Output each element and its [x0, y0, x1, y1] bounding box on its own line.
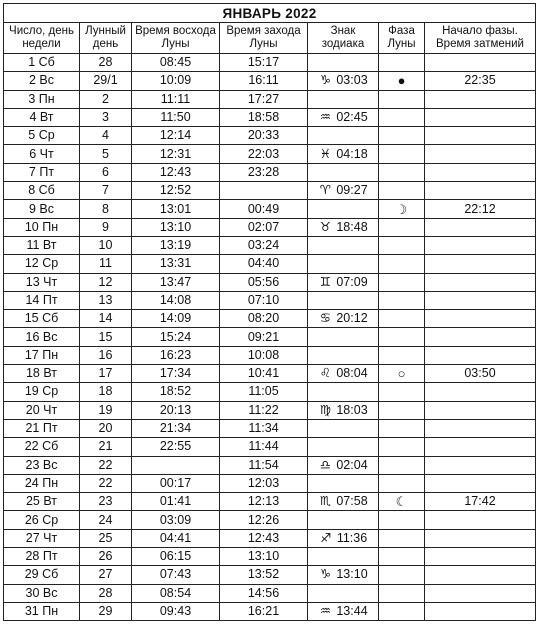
moon-phase-icon [379, 310, 425, 328]
moon-phase-icon [379, 401, 425, 419]
lunar-day-cell: 14 [80, 310, 132, 328]
moon-phase-icon: ☽ [379, 200, 425, 218]
zodiac-sign-icon: ♓ [319, 146, 331, 161]
table-row [4, 438, 536, 456]
moon-phase-icon [379, 511, 425, 529]
moonrise-cell: 07:43 [132, 566, 220, 584]
moonrise-cell: 03:09 [132, 511, 220, 529]
lunar-day-cell: 21 [80, 438, 132, 456]
moonset-cell: 15:17 [220, 54, 308, 72]
phase-start-cell [425, 566, 536, 584]
phase-start-cell [425, 236, 536, 254]
moon-phase-icon [379, 566, 425, 584]
date-cell: 14 Пт [4, 291, 80, 309]
moonset-cell: 09:21 [220, 328, 308, 346]
lunar-calendar-table [3, 3, 536, 621]
moonrise-cell: 04:41 [132, 529, 220, 547]
lunar-day-cell: 20 [80, 419, 132, 437]
phase-start-cell [425, 602, 536, 620]
moonrise-cell: 18:52 [132, 383, 220, 401]
moonset-cell: 12:26 [220, 511, 308, 529]
calendar-wrapper [3, 3, 536, 621]
moonset-cell: 20:33 [220, 127, 308, 145]
table-row [4, 456, 536, 474]
lunar-day-cell: 3 [80, 108, 132, 126]
zodiac-cell [308, 584, 379, 602]
moonset-cell: 11:54 [220, 456, 308, 474]
phase-start-cell [425, 127, 536, 145]
zodiac-time: 07:58 [336, 494, 368, 509]
moon-phase-icon [379, 548, 425, 566]
phase-start-cell: 22:35 [425, 72, 536, 90]
moonrise-cell: 13:01 [132, 200, 220, 218]
lunar-day-cell: 17 [80, 365, 132, 383]
phase-start-cell [425, 54, 536, 72]
zodiac-sign-icon: ♒ [319, 110, 331, 125]
header-date: Число, день недели [4, 23, 80, 54]
moon-phase-icon [379, 127, 425, 145]
moonset-cell: 22:03 [220, 145, 308, 163]
zodiac-cell [308, 346, 379, 364]
moonset-cell: 03:24 [220, 236, 308, 254]
moonrise-cell: 09:43 [132, 602, 220, 620]
moonset-cell: 12:43 [220, 529, 308, 547]
date-cell: 23 Вс [4, 456, 80, 474]
moon-phase-icon [379, 236, 425, 254]
lunar-day-cell: 19 [80, 401, 132, 419]
table-row [4, 310, 536, 328]
table-row [4, 108, 536, 126]
moon-phase-icon [379, 438, 425, 456]
moon-phase-icon [379, 419, 425, 437]
table-row [4, 273, 536, 291]
moonset-cell: 16:11 [220, 72, 308, 90]
header-moonset: Время захода Луны [220, 23, 308, 54]
zodiac-cell [308, 90, 379, 108]
moon-phase-icon [379, 273, 425, 291]
lunar-day-cell: 27 [80, 566, 132, 584]
moon-phase-icon: ● [379, 72, 425, 90]
table-row [4, 182, 536, 200]
moonset-cell: 11:22 [220, 401, 308, 419]
moonset-cell: 12:13 [220, 493, 308, 511]
table-row [4, 163, 536, 181]
header-phase-start: Начало фазы. Время затмений [425, 23, 536, 54]
zodiac-time: 07:09 [336, 274, 368, 289]
moonset-cell: 17:27 [220, 90, 308, 108]
table-row [4, 401, 536, 419]
table-row [4, 602, 536, 620]
moonrise-cell: 21:34 [132, 419, 220, 437]
zodiac-sign-icon: ♎ [319, 457, 331, 472]
zodiac-cell [308, 493, 379, 511]
zodiac-sign-icon: ♑ [319, 567, 331, 582]
phase-start-cell [425, 383, 536, 401]
lunar-day-cell: 22 [80, 474, 132, 492]
header-row [4, 23, 536, 54]
table-row [4, 365, 536, 383]
phase-start-cell [425, 255, 536, 273]
moonrise-cell: 17:34 [132, 365, 220, 383]
zodiac-cell [308, 456, 379, 474]
moonset-cell: 11:44 [220, 438, 308, 456]
date-cell: 27 Чт [4, 529, 80, 547]
date-cell: 18 Вт [4, 365, 80, 383]
date-cell: 11 Вт [4, 236, 80, 254]
date-cell: 12 Ср [4, 255, 80, 273]
moon-phase-icon [379, 474, 425, 492]
header-lunar-day: Лунный день [80, 23, 132, 54]
date-cell: 28 Пт [4, 548, 80, 566]
zodiac-cell [308, 328, 379, 346]
phase-start-cell [425, 218, 536, 236]
moon-phase-icon: ○ [379, 365, 425, 383]
table-row [4, 584, 536, 602]
zodiac-cell [308, 255, 379, 273]
moonrise-cell: 13:31 [132, 255, 220, 273]
moon-phase-icon: ☾ [379, 493, 425, 511]
lunar-day-cell: 12 [80, 273, 132, 291]
date-cell: 25 Вт [4, 493, 80, 511]
lunar-day-cell: 8 [80, 200, 132, 218]
phase-start-cell [425, 584, 536, 602]
lunar-day-cell: 28 [80, 54, 132, 72]
date-cell: 19 Ср [4, 383, 80, 401]
date-cell: 5 Ср [4, 127, 80, 145]
moonrise-cell: 12:52 [132, 182, 220, 200]
zodiac-cell [308, 383, 379, 401]
moonset-cell: 07:10 [220, 291, 308, 309]
phase-start-cell [425, 163, 536, 181]
zodiac-cell [308, 236, 379, 254]
zodiac-cell [308, 419, 379, 437]
date-cell: 1 Сб [4, 54, 80, 72]
moonrise-cell: 01:41 [132, 493, 220, 511]
zodiac-cell [308, 548, 379, 566]
lunar-day-cell: 6 [80, 163, 132, 181]
date-cell: 6 Чт [4, 145, 80, 163]
date-cell: 2 Вс [4, 72, 80, 90]
zodiac-cell [308, 72, 379, 90]
phase-start-cell [425, 310, 536, 328]
date-cell: 30 Вс [4, 584, 80, 602]
phase-start-cell [425, 90, 536, 108]
date-cell: 13 Чт [4, 273, 80, 291]
moonrise-cell: 00:17 [132, 474, 220, 492]
moonset-cell: 14:56 [220, 584, 308, 602]
date-cell: 20 Чт [4, 401, 80, 419]
phase-start-cell [425, 456, 536, 474]
date-cell: 29 Сб [4, 566, 80, 584]
lunar-day-cell: 9 [80, 218, 132, 236]
moon-phase-icon [379, 218, 425, 236]
zodiac-time: 13:10 [336, 567, 368, 582]
header-zodiac: Знак зодиака [308, 23, 379, 54]
lunar-day-cell: 29 [80, 602, 132, 620]
table-row [4, 90, 536, 108]
moonset-cell: 13:10 [220, 548, 308, 566]
moonrise-cell: 12:14 [132, 127, 220, 145]
table-row [4, 548, 536, 566]
moonrise-cell: 20:13 [132, 401, 220, 419]
phase-start-cell: 03:50 [425, 365, 536, 383]
zodiac-cell [308, 529, 379, 547]
table-row [4, 474, 536, 492]
zodiac-cell [308, 108, 379, 126]
moonrise-cell: 08:45 [132, 54, 220, 72]
zodiac-cell [308, 474, 379, 492]
lunar-day-cell: 28 [80, 584, 132, 602]
zodiac-sign-icon: ♒ [319, 604, 331, 619]
lunar-day-cell: 15 [80, 328, 132, 346]
zodiac-time: 13:44 [336, 604, 368, 619]
moon-phase-icon [379, 456, 425, 474]
moonrise-cell: 12:43 [132, 163, 220, 181]
zodiac-sign-icon: ♌ [319, 366, 331, 381]
table-row [4, 529, 536, 547]
phase-start-cell [425, 273, 536, 291]
table-row [4, 346, 536, 364]
zodiac-sign-icon: ♈ [319, 183, 331, 198]
zodiac-cell [308, 566, 379, 584]
moon-phase-icon [379, 291, 425, 309]
zodiac-sign-icon: ♉ [319, 219, 331, 234]
moonrise-cell: 14:09 [132, 310, 220, 328]
moonrise-cell: 13:19 [132, 236, 220, 254]
moon-phase-icon [379, 584, 425, 602]
zodiac-cell [308, 511, 379, 529]
date-cell: 15 Сб [4, 310, 80, 328]
date-cell: 17 Пн [4, 346, 80, 364]
phase-start-cell [425, 474, 536, 492]
zodiac-cell [308, 365, 379, 383]
lunar-day-cell: 4 [80, 127, 132, 145]
lunar-day-cell: 7 [80, 182, 132, 200]
moonrise-cell: 15:24 [132, 328, 220, 346]
header-phase: Фаза Луны [379, 23, 425, 54]
title-row [4, 4, 536, 23]
zodiac-sign-icon: ♐ [320, 530, 332, 545]
phase-start-cell: 17:42 [425, 493, 536, 511]
date-cell: 4 Вт [4, 108, 80, 126]
table-row [4, 54, 536, 72]
phase-start-cell [425, 511, 536, 529]
moonrise-cell: 10:09 [132, 72, 220, 90]
zodiac-sign-icon: ♏ [319, 494, 331, 509]
zodiac-cell [308, 54, 379, 72]
phase-start-cell [425, 548, 536, 566]
phase-start-cell [425, 419, 536, 437]
phase-start-cell [425, 346, 536, 364]
moon-phase-icon [379, 90, 425, 108]
phase-start-cell [425, 108, 536, 126]
moonset-cell: 12:03 [220, 474, 308, 492]
date-cell: 7 Пт [4, 163, 80, 181]
zodiac-cell [308, 145, 379, 163]
zodiac-cell [308, 602, 379, 620]
moonrise-cell: 08:54 [132, 584, 220, 602]
phase-start-cell [425, 182, 536, 200]
moonset-cell: 08:20 [220, 310, 308, 328]
phase-start-cell [425, 529, 536, 547]
zodiac-time: 04:18 [336, 146, 368, 161]
moon-phase-icon [379, 383, 425, 401]
table-title: ЯНВАРЬ 2022 [4, 4, 536, 23]
moonrise-cell: 14:08 [132, 291, 220, 309]
zodiac-time: 11:36 [336, 530, 368, 545]
moonset-cell [220, 182, 308, 200]
phase-start-cell [425, 328, 536, 346]
lunar-day-cell: 5 [80, 145, 132, 163]
moonset-cell: 11:05 [220, 383, 308, 401]
table-row [4, 383, 536, 401]
moonset-cell: 10:08 [220, 346, 308, 364]
moonset-cell: 10:41 [220, 365, 308, 383]
moonset-cell: 04:40 [220, 255, 308, 273]
phase-start-cell [425, 401, 536, 419]
moon-phase-icon [379, 108, 425, 126]
lunar-day-cell: 16 [80, 346, 132, 364]
moon-phase-icon [379, 182, 425, 200]
date-cell: 22 Сб [4, 438, 80, 456]
table-row [4, 200, 536, 218]
zodiac-time: 20:12 [336, 311, 368, 326]
zodiac-sign-icon: ♑ [319, 73, 331, 88]
zodiac-sign-icon: ♍ [319, 402, 331, 417]
date-cell: 10 Пн [4, 218, 80, 236]
zodiac-time: 08:04 [336, 366, 368, 381]
zodiac-cell [308, 182, 379, 200]
lunar-day-cell: 29/1 [80, 72, 132, 90]
zodiac-cell [308, 163, 379, 181]
table-row [4, 511, 536, 529]
zodiac-cell [308, 401, 379, 419]
table-row [4, 291, 536, 309]
zodiac-cell [308, 273, 379, 291]
lunar-day-cell: 22 [80, 456, 132, 474]
date-cell: 9 Вс [4, 200, 80, 218]
phase-start-cell [425, 291, 536, 309]
lunar-day-cell: 11 [80, 255, 132, 273]
moon-phase-icon [379, 145, 425, 163]
zodiac-time: 18:03 [336, 402, 368, 417]
table-body [4, 54, 536, 621]
moonset-cell: 11:34 [220, 419, 308, 437]
lunar-day-cell: 25 [80, 529, 132, 547]
zodiac-cell [308, 310, 379, 328]
moon-phase-icon [379, 529, 425, 547]
lunar-day-cell: 2 [80, 90, 132, 108]
table-row [4, 145, 536, 163]
lunar-day-cell: 13 [80, 291, 132, 309]
moonrise-cell: 22:55 [132, 438, 220, 456]
table-row [4, 218, 536, 236]
moonset-cell: 13:52 [220, 566, 308, 584]
moon-phase-icon [379, 54, 425, 72]
table-row [4, 493, 536, 511]
moonset-cell: 16:21 [220, 602, 308, 620]
phase-start-cell [425, 438, 536, 456]
lunar-day-cell: 10 [80, 236, 132, 254]
zodiac-cell [308, 127, 379, 145]
header-moonrise: Время восхода Луны [132, 23, 220, 54]
moonrise-cell: 13:10 [132, 218, 220, 236]
zodiac-cell [308, 291, 379, 309]
moonrise-cell: 13:47 [132, 273, 220, 291]
table-row [4, 328, 536, 346]
moon-phase-icon [379, 328, 425, 346]
moonset-cell: 05:56 [220, 273, 308, 291]
moonrise-cell: 11:50 [132, 108, 220, 126]
moonset-cell: 23:28 [220, 163, 308, 181]
table-row [4, 566, 536, 584]
zodiac-sign-icon: ♋ [319, 311, 331, 326]
table-row [4, 72, 536, 90]
date-cell: 3 Пн [4, 90, 80, 108]
table-row [4, 255, 536, 273]
date-cell: 31 Пн [4, 602, 80, 620]
phase-start-cell: 22:12 [425, 200, 536, 218]
moonset-cell: 18:58 [220, 108, 308, 126]
zodiac-time: 09:27 [336, 183, 368, 198]
moonrise-cell: 16:23 [132, 346, 220, 364]
moonrise-cell: 11:11 [132, 90, 220, 108]
moonrise-cell: 12:31 [132, 145, 220, 163]
lunar-day-cell: 26 [80, 548, 132, 566]
lunar-day-cell: 24 [80, 511, 132, 529]
zodiac-time: 02:45 [336, 110, 368, 125]
moon-phase-icon [379, 346, 425, 364]
date-cell: 8 Сб [4, 182, 80, 200]
moon-phase-icon [379, 255, 425, 273]
date-cell: 24 Пн [4, 474, 80, 492]
zodiac-cell [308, 438, 379, 456]
date-cell: 16 Вс [4, 328, 80, 346]
moonrise-cell [132, 456, 220, 474]
moonrise-cell: 06:15 [132, 548, 220, 566]
table-row [4, 127, 536, 145]
date-cell: 26 Ср [4, 511, 80, 529]
moon-phase-icon [379, 163, 425, 181]
zodiac-sign-icon: ♊ [319, 274, 331, 289]
zodiac-time: 03:03 [336, 73, 368, 88]
lunar-day-cell: 23 [80, 493, 132, 511]
zodiac-cell [308, 200, 379, 218]
zodiac-time: 02:04 [336, 457, 368, 472]
moon-phase-icon [379, 602, 425, 620]
moonset-cell: 00:49 [220, 200, 308, 218]
moonset-cell: 02:07 [220, 218, 308, 236]
table-row [4, 419, 536, 437]
zodiac-time: 18:48 [336, 219, 368, 234]
table-row [4, 236, 536, 254]
phase-start-cell [425, 145, 536, 163]
lunar-day-cell: 18 [80, 383, 132, 401]
date-cell: 21 Пт [4, 419, 80, 437]
zodiac-cell [308, 218, 379, 236]
